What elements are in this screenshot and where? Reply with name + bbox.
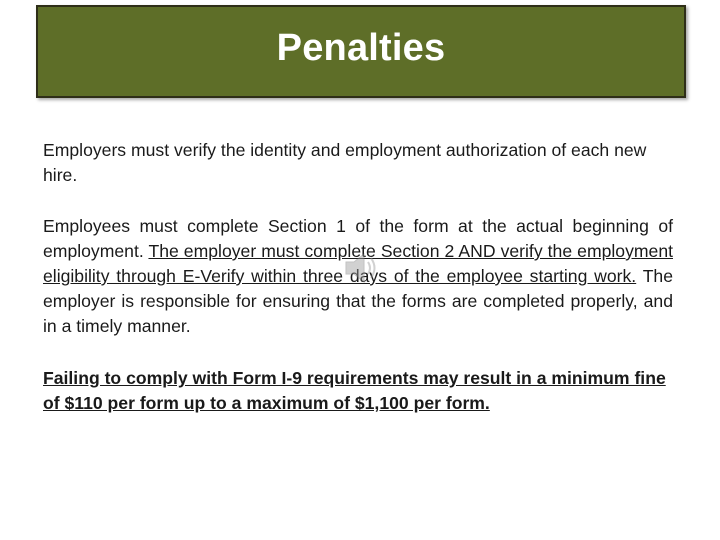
paragraph-lead-text: Employees must complete Section 1 of the form at the actual beginning of employment. xyxy=(43,216,673,261)
paragraph-tail-text: The employer is responsible for ensuring that the forms are completed properly, and in a timely manner. xyxy=(43,266,674,336)
underlined-requirement-text: The employer must complete Section 2 AND verify the employment eligibility through E-Verify within three days of the employee starting work. xyxy=(43,241,673,286)
title-banner xyxy=(36,5,686,98)
slide-title: Penalties xyxy=(276,27,446,69)
penalty-warning: Failing to comply with Form I-9 requirements may result in a minimum fine of $110 per form up to a maximum of $1,100 per form. xyxy=(43,368,666,413)
paragraph-employer-verify: Employers must verify the identity and employment authorization of each new hire. xyxy=(43,140,647,185)
speaker-icon[interactable] xyxy=(342,250,382,286)
